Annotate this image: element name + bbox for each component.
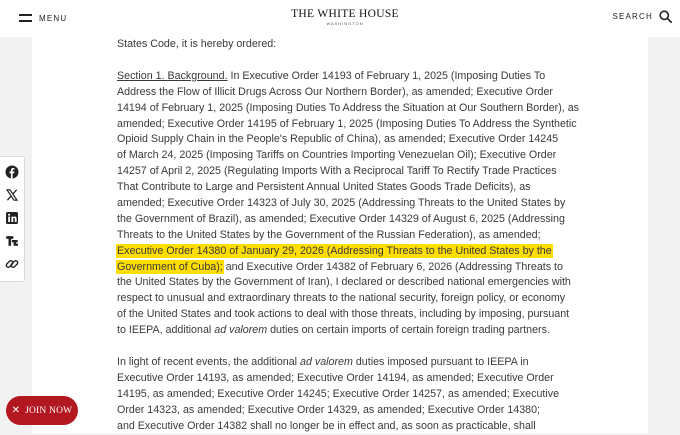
text-line: States Code, it is hereby ordered: xyxy=(117,38,277,50)
highlighted-text: Executive Order 14380 of January 29, 2026 (Addressing Threats to the United States by the xyxy=(117,244,552,257)
text-line xyxy=(117,244,587,260)
text-line xyxy=(117,260,587,276)
text-span: duties imposed pursuant to IEEPA in xyxy=(352,356,529,369)
text-line xyxy=(117,323,587,339)
text-line: 14194 of February 1, 2025 (Imposing Duties To Address the Situation at Our Southern Border), as xyxy=(117,101,580,114)
article-body xyxy=(32,37,648,433)
text-line: Executive Order 14193, as amended; Executive Order 14194, as amended; Executive Order xyxy=(117,371,554,384)
text-line: 14195, as amended; Executive Order 14245; Executive Order 14257, as amended; Executive xyxy=(117,387,560,400)
text-span: duties on certain imports of certain foreign trading partners. xyxy=(267,324,550,337)
text-line: amended; Executive Order 14323 of July 30, 2025 (Addressing Threats to the United States by xyxy=(117,197,566,210)
italic-term: ad valorem xyxy=(214,324,268,337)
text-line: of March 24, 2025 (Imposing Tariffs on Countries Importing Venezuelan Oil); Executive Order xyxy=(117,149,557,162)
search-label: SEARCH xyxy=(612,12,653,21)
text-line: Address the Flow of Illicit Drugs Across Our Northern Border), as amended; Executive Order xyxy=(117,85,553,98)
join-now-label: JOIN NOW xyxy=(25,405,73,416)
highlighted-text: Government of Cuba); xyxy=(117,260,223,273)
truth-social-icon[interactable] xyxy=(5,234,19,248)
facebook-icon[interactable] xyxy=(5,165,19,179)
section-heading: Section 1. Background. xyxy=(117,69,228,82)
paragraph-intro xyxy=(117,37,587,53)
link-icon[interactable] xyxy=(5,257,19,271)
menu-label: MENU xyxy=(39,13,68,23)
white-house-logo[interactable] xyxy=(290,8,400,26)
text-line: the Government of Brazil), as amended; Executive Order 14329 of August 6, 2025 (Addressing xyxy=(117,212,565,225)
x-icon[interactable] xyxy=(5,188,19,202)
close-icon[interactable]: ✕ xyxy=(11,404,21,416)
search-button[interactable] xyxy=(612,10,672,23)
text-span: In Executive Order 14193 of February 1, 2025 (Imposing Duties To xyxy=(227,69,546,82)
text-line: Opioid Supply Chain in the People's Republic of China), as amended; Executive Order 14245 xyxy=(117,133,559,146)
linkedin-icon[interactable] xyxy=(5,211,19,225)
text-line: Order 14323, as amended; Executive Order 14329, as amended; Executive Order 14380; xyxy=(117,403,541,416)
text-line: of the United States and took actions to deal with those threats, including by imposing, pursuant xyxy=(117,308,570,321)
top-bar xyxy=(0,0,680,37)
share-toolbar xyxy=(0,156,25,282)
text-line: respect to unusual and extraordinary threats to the national security, foreign policy, or economy xyxy=(117,292,566,305)
text-line: That Contribute to Large and Persistent Annual United States Goods Trade Deficits), as xyxy=(117,181,531,194)
text-line xyxy=(117,69,587,85)
brand-subtitle: WASHINGTON xyxy=(326,21,364,26)
text-span: to IEEPA, additional xyxy=(117,324,215,337)
text-line xyxy=(117,355,587,371)
article-text xyxy=(117,37,587,434)
menu-button[interactable] xyxy=(19,11,67,25)
italic-term: ad valorem xyxy=(300,356,353,369)
search-icon xyxy=(659,10,672,23)
text-line: Threats to the United States by the Government of the Russian Federation), as amended; xyxy=(117,228,541,241)
brand-title: THE WHITE HOUSE xyxy=(291,8,399,20)
join-now-button[interactable] xyxy=(6,396,78,425)
text-line: amended; Executive Order 14195 of February 1, 2025 (Imposing Duties To Address the Synthetic xyxy=(117,117,577,130)
text-line: the United States by the Government of Iran), I declared or described national emergencies with xyxy=(117,276,571,289)
paragraph-background xyxy=(117,69,587,339)
hamburger-icon xyxy=(19,14,32,23)
text-span: and Executive Order 14382 of February 6, 2026 (Addressing Threats to xyxy=(222,260,563,273)
text-span: In light of recent events, the additional xyxy=(117,356,300,369)
text-line: 14257 of April 2, 2025 (Regulating Imports With a Reciprocal Tariff To Rectify Trade Practices xyxy=(117,165,557,178)
text-line: and Executive Order 14382 shall no longer be in effect and, as soon as practicable, shall xyxy=(117,419,536,432)
paragraph-recent-events xyxy=(117,355,587,434)
